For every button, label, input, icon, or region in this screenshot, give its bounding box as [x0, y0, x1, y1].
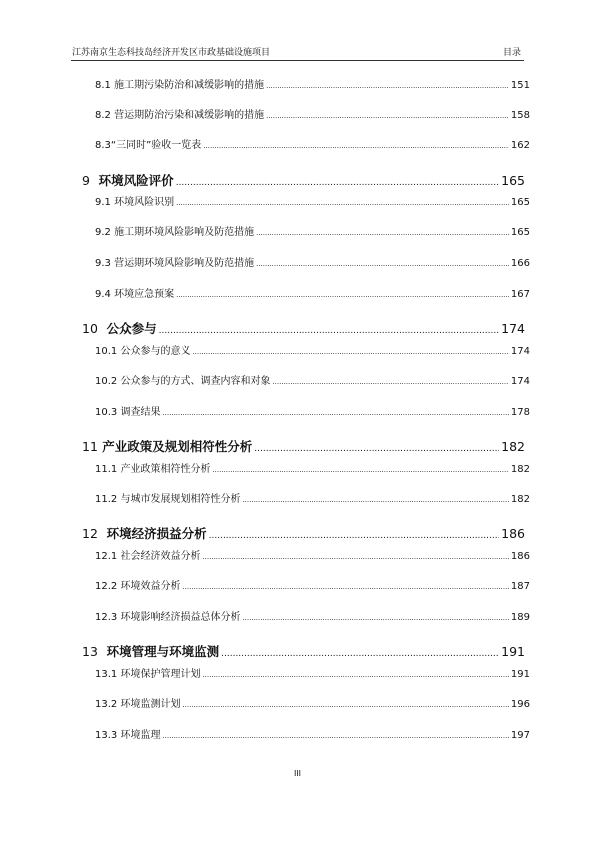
toc-entry-label: 8.2 营运期防治污染和减缓影响的措施 — [95, 110, 265, 121]
chapter-title: 环境经济损益分析 — [106, 526, 207, 541]
chapter-title: 环境风险评价 — [98, 173, 174, 188]
toc-entry-label: 12.2 环境效益分析 — [95, 581, 181, 592]
toc-entry-page: 167 — [510, 289, 530, 300]
toc-entry-page: 174 — [510, 376, 530, 387]
toc-entry-page: 182 — [510, 464, 530, 475]
dot-leader — [266, 82, 509, 90]
dot-leader — [176, 178, 499, 188]
toc-entry[interactable] — [95, 403, 530, 418]
toc-chapter[interactable] — [82, 642, 525, 660]
toc-entry-label: 13.2 环境监测计划 — [95, 699, 181, 710]
toc-entry-label: 9.1 环境风险识别 — [95, 197, 175, 208]
dot-leader — [162, 732, 508, 740]
dot-leader — [256, 229, 509, 237]
dot-leader — [221, 649, 499, 659]
dot-leader — [209, 531, 500, 541]
dot-leader — [272, 378, 508, 386]
toc-entry[interactable] — [95, 342, 530, 357]
chapter-number: 9 — [82, 173, 90, 188]
toc-entry-page: 151 — [510, 80, 530, 91]
toc-entry-page: 189 — [510, 612, 530, 623]
toc-chapter-page: 165 — [501, 173, 525, 188]
dot-leader — [203, 142, 509, 150]
toc-entry[interactable] — [95, 460, 530, 475]
dot-leader — [192, 348, 508, 356]
toc-entry-label: 12.1 社会经济效益分析 — [95, 551, 201, 562]
toc-entry-page: 197 — [510, 730, 530, 741]
dot-leader — [256, 260, 509, 268]
toc-chapter-page: 186 — [501, 526, 525, 541]
toc-chapter-label — [82, 437, 252, 455]
toc-entry-page: 187 — [510, 581, 530, 592]
toc-entry[interactable] — [95, 608, 530, 623]
toc-entry[interactable] — [95, 695, 530, 710]
toc-entry-page: 178 — [510, 407, 530, 418]
toc-entry-page: 162 — [510, 140, 530, 151]
dot-leader — [254, 444, 499, 454]
dot-leader — [162, 409, 508, 417]
chapter-number: 12 — [82, 526, 98, 541]
toc-entry-page: 165 — [510, 197, 530, 208]
toc-entry-page: 196 — [510, 699, 530, 710]
toc-entry[interactable] — [95, 193, 530, 208]
toc-entry[interactable] — [95, 665, 530, 680]
toc-entry-label: 9.4 环境应急预案 — [95, 289, 175, 300]
toc-entry-label: 11.2 与城市发展规划相符性分析 — [95, 494, 241, 505]
chapter-title: 环境管理与环境监测 — [106, 644, 220, 659]
toc-entry[interactable] — [95, 372, 530, 387]
page-number: III — [293, 769, 302, 778]
toc-entry[interactable] — [95, 285, 530, 300]
page-header — [71, 42, 524, 61]
toc-entry-page: 158 — [510, 110, 530, 121]
dot-leader — [202, 553, 508, 561]
toc-entry-page: 186 — [510, 551, 530, 562]
toc-chapter-label — [82, 642, 219, 660]
dot-leader — [176, 199, 509, 207]
dot-leader — [182, 583, 508, 591]
dot-leader — [176, 291, 509, 299]
toc-entry-page: 165 — [510, 227, 530, 238]
dot-leader — [159, 326, 500, 336]
toc-entry-label: 10.3 调查结果 — [95, 407, 161, 418]
toc-chapter[interactable] — [82, 524, 525, 542]
document-title: 江苏南京生态科技岛经济开发区市政基础设施项目 — [72, 48, 271, 58]
toc-entry[interactable] — [95, 223, 530, 238]
toc-entry-label: 12.3 环境影响经济损益总体分析 — [95, 612, 241, 623]
chapter-number: 10 — [82, 321, 98, 336]
toc-entry-label: 13.1 环境保护管理计划 — [95, 669, 201, 680]
section-title: 目录 — [502, 48, 521, 58]
toc-entry[interactable] — [95, 106, 530, 121]
chapter-number: 13 — [82, 644, 98, 659]
dot-leader — [202, 671, 508, 679]
toc-chapter-label — [82, 319, 157, 337]
dot-leader — [182, 701, 508, 709]
toc-entry[interactable] — [95, 726, 530, 741]
dot-leader — [242, 614, 508, 622]
chapter-title: 产业政策及规划相符性分析 — [102, 439, 253, 454]
toc-entry-label: 13.3 环境监理 — [95, 730, 161, 741]
toc-entry-label: 8.1 施工期污染防治和减缓影响的措施 — [95, 80, 265, 91]
toc-entry-page: 191 — [510, 669, 530, 680]
toc-chapter[interactable] — [82, 319, 525, 337]
toc-chapter-label — [82, 171, 174, 189]
toc-entry[interactable] — [95, 490, 530, 505]
toc-chapter-page: 174 — [501, 321, 525, 336]
dot-leader — [242, 496, 508, 504]
toc-entry-label: 10.1 公众参与的意义 — [95, 346, 191, 357]
dot-leader — [266, 112, 509, 120]
chapter-number: 11 — [82, 439, 98, 454]
toc-entry-label: 10.2 公众参与的方式、调查内容和对象 — [95, 376, 271, 387]
toc-entry[interactable] — [95, 136, 530, 151]
toc-entry[interactable] — [95, 76, 530, 91]
toc-entry-page: 174 — [510, 346, 530, 357]
toc-entry[interactable] — [95, 577, 530, 592]
toc-entry-label: 9.2 施工期环境风险影响及防范措施 — [95, 227, 255, 238]
toc-chapter[interactable] — [82, 171, 525, 189]
toc-entry-page: 182 — [510, 494, 530, 505]
toc-entry[interactable] — [95, 254, 530, 269]
toc-chapter-page: 182 — [501, 439, 525, 454]
toc-chapter-page: 191 — [501, 644, 525, 659]
toc-entry-label: 8.3“三同时”验收一览表 — [95, 140, 202, 151]
toc-entry-label: 9.3 营运期环境风险影响及防范措施 — [95, 258, 255, 269]
toc-chapter[interactable] — [82, 437, 525, 455]
toc-chapter-label — [82, 524, 207, 542]
dot-leader — [212, 466, 508, 474]
toc-entry-page: 166 — [510, 258, 530, 269]
chapter-title: 公众参与 — [106, 321, 157, 336]
toc-entry-label: 11.1 产业政策相符性分析 — [95, 464, 211, 475]
toc-entry[interactable] — [95, 547, 530, 562]
